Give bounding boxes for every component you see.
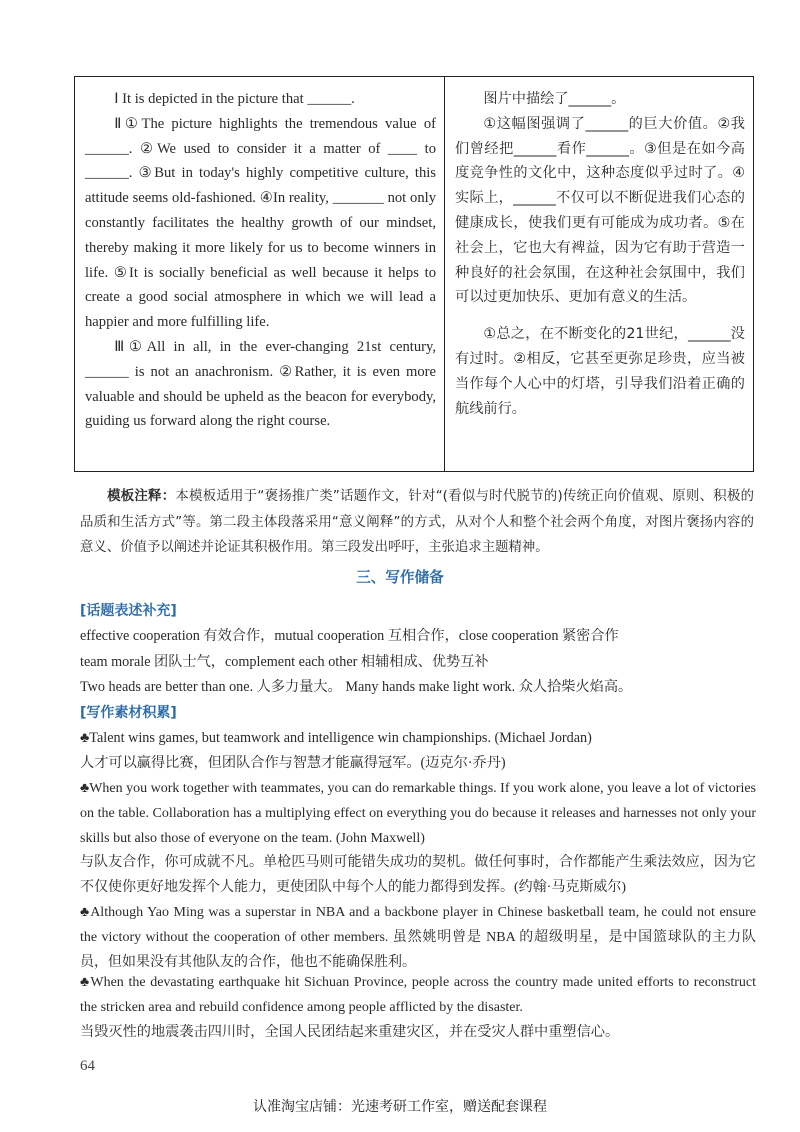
topic-expression-header: [话题表述补充]: [80, 603, 177, 619]
english-paragraph-3: Ⅲ①All in all, in the ever-changing 21st century, ______ is not an anachronism. ②Rather, it is even more valuable and should be upheld as the beacon for everybody, guiding us forward along the right course.: [85, 338, 436, 430]
material-item: ♣Although Yao Ming was a superstar in NBA and a backbone player in Chinese basketball team, he could not ensure the victory without the cooperation of other members. 虽然姚明曾是 NBA 的超级明星，是中国篮球队的主力队员，但如果没有其他队友的合作，他也不能确保胜利。: [80, 905, 756, 970]
english-template-column: [75, 77, 445, 471]
template-table: [74, 76, 754, 472]
template-note: [80, 484, 754, 561]
material-item: ♣When you work together with teammates, you can do remarkable things. If you work alone, you leave a lot of victories on the table. Collaboration has a multiplying effect on everything you do because it releases and harnesses not only your skills but also those of everyone on the team. (John Maxwell): [80, 781, 756, 846]
chinese-translation-column: [445, 77, 753, 471]
material-item: ♣When the devastating earthquake hit Sichuan Province, people across the country made united efforts to reconstruct the stricken area and rebuild confidence among people afflicted by the disaster.: [80, 975, 756, 1015]
template-note-label: 模板注释：: [106, 489, 176, 504]
english-paragraph-2: Ⅱ①The picture highlights the tremendous value of ______. ②We used to consider it a matter of ____ to ______. ③But in today's highly competitive culture, this attitude seems old-fashioned. ④In reality, _______ not only constantly facilitates the healthy growth of our mindset, thereby making it more likely for us to become winners in life. ⑤It is socially beneficial as well because it helps to create a good social atmosphere in which we will lead a happier and more fulfilling life.: [85, 115, 436, 331]
writing-material-header: [写作素材积累]: [80, 705, 177, 721]
topic-line: Two heads are better than one. 人多力量大。 Many hands make light work. 众人拾柴火焰高。: [80, 679, 633, 695]
template-note-text: 本模板适用于“褒扬推广类”话题作文，针对“(看似与时代脱节的)传统正向价值观、原则、积极的品质和生活方式”等。第二段主体段落采用“意义阐释”的方式，从对个人和整个社会两个角度，对图片褒扬内容的意义、价值予以阐述并论证其积极作用。第三段发出呼吁，主张追求主题精神。: [80, 489, 754, 556]
topic-line: team morale 团队士气，complement each other 相辅相成、优势互补: [80, 654, 489, 670]
page-number: 64: [80, 1058, 95, 1074]
chinese-paragraph-3: ①总之，在不断变化的21世纪，______没有过时。②相反，它甚至更弥足珍贵，应当被当作每个人心中的灯塔，引导我们沿着正确的航线前行。: [455, 326, 745, 417]
topic-line: effective cooperation 有效合作，mutual cooperation 互相合作，close cooperation 紧密合作: [80, 628, 619, 644]
chinese-paragraph-1: 图片中描绘了______。: [483, 91, 626, 107]
material-item: ♣Talent wins games, but teamwork and intelligence win championships. (Michael Jordan): [80, 730, 592, 746]
english-paragraph-1: Ⅰ It is depicted in the picture that ______.: [114, 91, 355, 107]
chinese-paragraph-2: ①这幅图强调了______的巨大价值。②我们曾经把______看作______。③但是在如今高度竞争性的文化中，这种态度似乎过时了。④实际上，______不仅可以不断促进我们心态的健康成长，使我们更有可能成为成功者。⑤在社会上，它也大有裨益，因为它有助于营造一种良好的社会氛围，在这种社会氛围中，我们可以过更加快乐、更加有意义的生活。: [455, 115, 745, 306]
section-title: 三、写作储备: [356, 569, 444, 586]
material-item: 当毁灭性的地震袭击四川时，全国人民团结起来重建灾区，并在受灾人群中重塑信心。: [80, 1024, 620, 1040]
footer-note: 认准淘宝店铺：光速考研工作室，赠送配套课程: [253, 1099, 547, 1115]
material-item: 与队友合作，你可成就不凡。单枪匹马则可能错失成功的契机。做任何事时，合作都能产生乘法效应，因为它不仅使你更好地发挥个人能力，更使团队中每个人的能力都得到发挥。(约翰·马克斯威尔): [80, 855, 756, 895]
material-item: 人才可以赢得比赛，但团队合作与智慧才能赢得冠军。(迈克尔·乔丹): [80, 755, 506, 771]
